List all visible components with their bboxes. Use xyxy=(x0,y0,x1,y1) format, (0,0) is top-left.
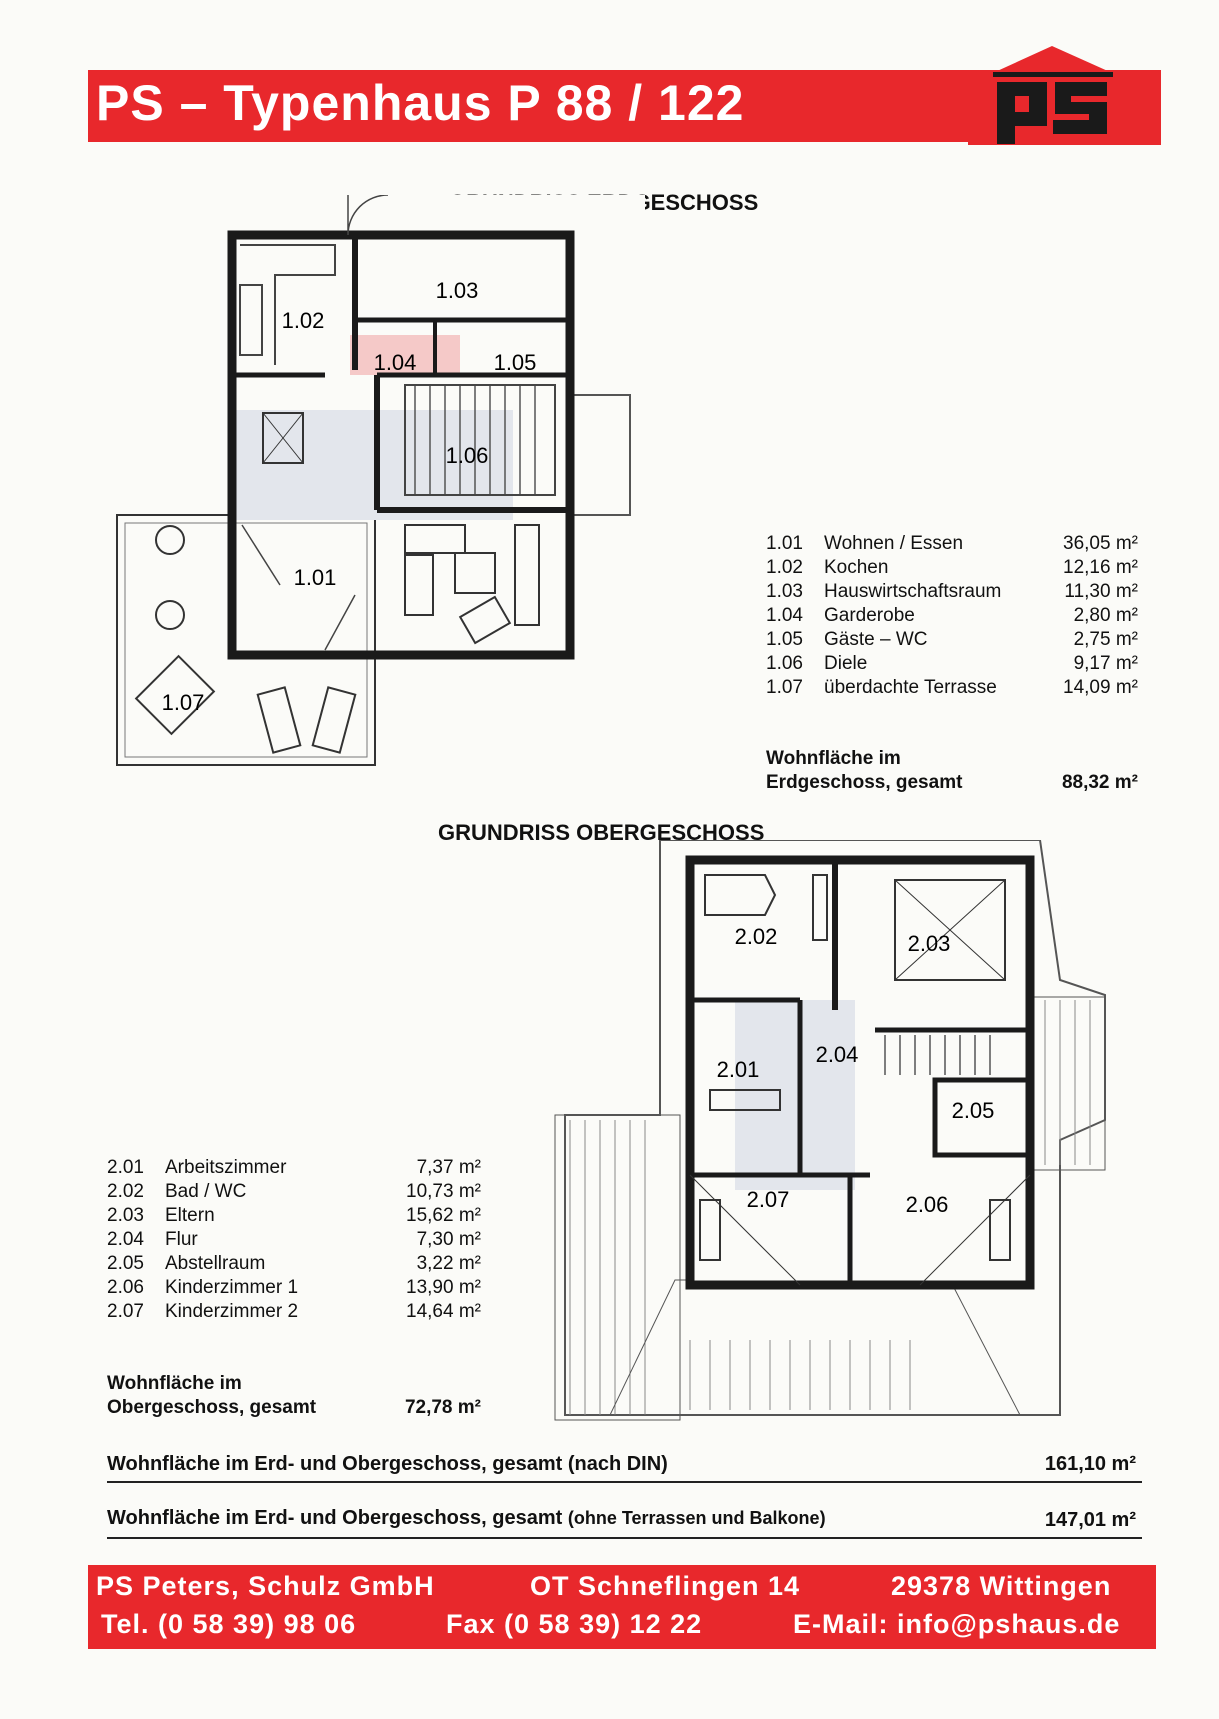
room-label-2.01: 2.01 xyxy=(716,1057,760,1082)
ps-logo xyxy=(975,44,1130,150)
footer-tel: Tel. (0 58 39) 98 06 xyxy=(101,1609,357,1639)
room-label-2.02: 2.02 xyxy=(734,924,778,949)
room-label-2.04: 2.04 xyxy=(815,1042,859,1067)
footer-banner xyxy=(88,1565,1156,1649)
terrace-outline xyxy=(117,515,375,765)
room-row: 2.01 Arbeitszimmer 7,37 m² xyxy=(107,1157,481,1178)
upper-floor-total-label-2: Obergeschoss, gesamt xyxy=(107,1397,317,1418)
summary-excl xyxy=(107,1507,826,1530)
upper-floor-total-value: 72,78 m² xyxy=(404,1397,481,1418)
room-label-2.07: 2.07 xyxy=(746,1187,790,1212)
room-label-2.03: 2.03 xyxy=(907,931,951,956)
page-title: PS – Typenhaus P 88 / 122 xyxy=(96,75,745,131)
ground-floor-heading: GRUNDRISS ERDGESCHOSS xyxy=(449,190,759,215)
ground-floor-total-label-2: Erdgeschoss, gesamt xyxy=(766,772,963,793)
room-label-2.06: 2.06 xyxy=(905,1192,949,1217)
footer-company: PS Peters, Schulz GmbH xyxy=(96,1571,435,1601)
room-row: 1.05 Gäste – WC 2,75 m² xyxy=(766,629,1138,650)
upper-floor-heading: GRUNDRISS OBERGESCHOSS xyxy=(438,820,765,845)
upper-floor-total-label-1: Wohnfläche im xyxy=(107,1373,242,1394)
summary-excl-label: Wohnfläche im Erd- und Obergeschoss, gesamt xyxy=(107,1507,563,1529)
room-label-1.05: 1.05 xyxy=(493,350,537,375)
footer-email: E-Mail: info@pshaus.de xyxy=(793,1609,1121,1639)
divider xyxy=(107,1481,1142,1483)
room-row: 1.04 Garderobe 2,80 m² xyxy=(766,605,1138,626)
ground-floor-total-label-1: Wohnfläche im xyxy=(766,748,901,769)
room-label-1.07: 1.07 xyxy=(161,690,205,715)
room-row: 2.04 Flur 7,30 m² xyxy=(107,1229,481,1250)
room-row: 1.07 überdachte Terrasse 14,09 m² xyxy=(766,677,1138,698)
room-label-1.04: 1.04 xyxy=(373,350,417,375)
room-row: 2.06 Kinderzimmer 1 13,90 m² xyxy=(107,1277,481,1298)
divider xyxy=(107,1537,1142,1539)
summary-excl-note: (ohne Terrassen und Balkone) xyxy=(567,1508,826,1528)
room-row: 2.07 Kinderzimmer 2 14,64 m² xyxy=(107,1301,481,1322)
room-label-1.06: 1.06 xyxy=(445,443,489,468)
room-label-1.02: 1.02 xyxy=(281,308,325,333)
footer-fax: Fax (0 58 39) 12 22 xyxy=(446,1609,703,1639)
room-label-2.05: 2.05 xyxy=(951,1098,995,1123)
room-label-1.01: 1.01 xyxy=(293,565,337,590)
room-row: 1.01 Wohnen / Essen 36,05 m² xyxy=(766,533,1138,554)
summary-din-label: Wohnfläche im Erd- und Obergeschoss, gesamt (nach DIN) xyxy=(107,1453,668,1475)
summary-din-value: 161,10 m² xyxy=(1044,1453,1136,1475)
footer-city: 29378 Wittingen xyxy=(891,1571,1112,1601)
summary-excl-value: 147,01 m² xyxy=(1044,1509,1136,1531)
upper-floor-plan xyxy=(550,840,1115,1425)
room-row: 1.03 Hauswirtschaftsraum 11,30 m² xyxy=(766,581,1138,602)
ground-floor-room-list xyxy=(766,532,1138,700)
upper-floor-room-list xyxy=(107,1156,481,1324)
room-row: 1.06 Diele 9,17 m² xyxy=(766,653,1138,674)
room-label-1.03: 1.03 xyxy=(435,278,479,303)
room-row: 2.03 Eltern 15,62 m² xyxy=(107,1205,481,1226)
room-row: 2.02 Bad / WC 10,73 m² xyxy=(107,1181,481,1202)
room-row: 1.02 Kochen 12,16 m² xyxy=(766,557,1138,578)
ground-floor-total-value: 88,32 m² xyxy=(1061,772,1138,793)
ground-floor-plan xyxy=(115,195,645,775)
footer-street: OT Schneflingen 14 xyxy=(530,1571,801,1601)
room-row: 2.05 Abstellraum 3,22 m² xyxy=(107,1253,481,1274)
